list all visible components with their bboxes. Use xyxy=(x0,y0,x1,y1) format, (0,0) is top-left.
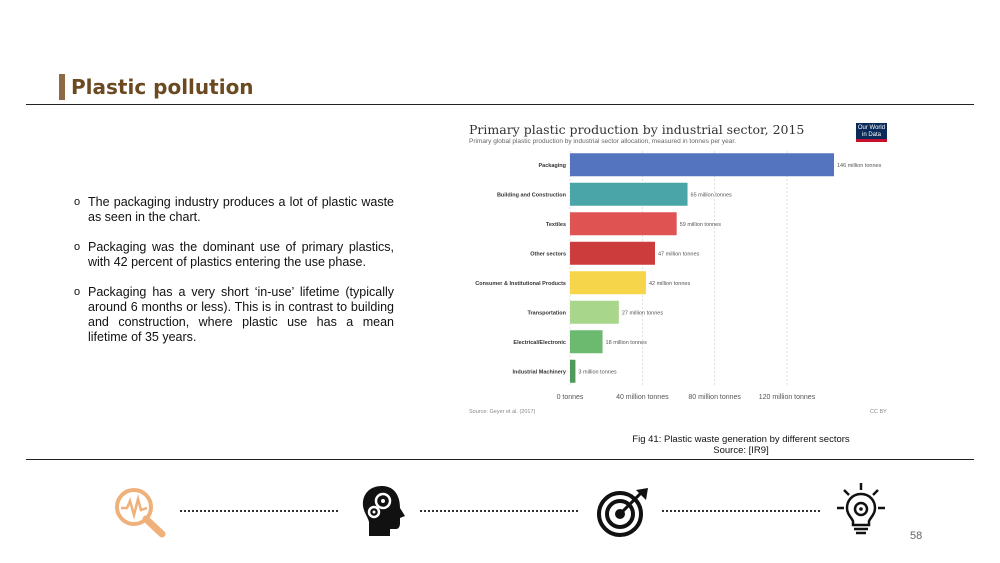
bullet-text: The packaging industry produces a lot of plastic waste as seen in the chart. xyxy=(88,195,394,224)
value-label: 42 million tonnes xyxy=(648,280,691,287)
bullet-text: Packaging was the dominant use of primary plastics, with 42 percent of plastics entering the use phase. xyxy=(88,240,394,269)
bullet-item xyxy=(74,240,394,270)
bullet-item xyxy=(74,195,394,225)
chart-figure xyxy=(462,117,896,422)
caption-line-2: Source: [IR9] xyxy=(713,445,769,456)
bullet-item xyxy=(74,285,394,345)
x-tick-label: 80 million tonnes xyxy=(688,394,741,401)
category-label: Consumer & Institutional Products xyxy=(475,280,566,287)
bullet-list xyxy=(74,195,394,360)
connector-dots xyxy=(180,510,338,512)
category-label: Other sectors xyxy=(530,251,566,258)
bar xyxy=(570,330,603,353)
chart-source: Source: Geyer et al. (2017) xyxy=(469,409,536,415)
page-number: 58 xyxy=(910,530,923,542)
bar xyxy=(570,301,619,324)
figure-caption xyxy=(600,434,882,456)
category-label: Building and Construction xyxy=(496,192,566,199)
category-label: Packaging xyxy=(538,162,566,169)
analysis-magnifier-icon xyxy=(112,486,170,538)
bar xyxy=(570,271,646,294)
chart-license: CC BY xyxy=(870,409,887,415)
value-label: 47 million tonnes xyxy=(657,251,700,258)
value-label: 27 million tonnes xyxy=(621,310,664,317)
chart-subtitle: Primary global plastic production by industrial sector allocation, measured in tonnes per year. xyxy=(469,138,736,145)
value-label: 3 million tonnes xyxy=(578,369,617,376)
bullet-marker: o xyxy=(74,241,81,253)
bullet-marker: o xyxy=(74,286,81,298)
value-label: 65 million tonnes xyxy=(690,192,732,199)
title-accent-bar xyxy=(59,74,65,100)
x-tick-label: 120 million tonnes xyxy=(758,394,816,401)
bar xyxy=(570,242,655,265)
owid-logo: Our World in Data xyxy=(856,123,887,142)
bar xyxy=(570,360,575,383)
head-gears-icon xyxy=(360,484,408,538)
x-tick-label: 40 million tonnes xyxy=(616,394,669,401)
bar-chart xyxy=(462,117,896,402)
category-label: Textiles xyxy=(545,221,566,228)
x-tick-label: 0 tonnes xyxy=(556,394,584,401)
target-arrow-icon xyxy=(596,486,650,538)
bullet-marker: o xyxy=(74,196,81,208)
caption-line-1: Fig 41: Plastic waste generation by different sectors xyxy=(632,434,850,445)
chart-title: Primary plastic production by industrial sector, 2015 xyxy=(469,122,805,137)
top-divider xyxy=(26,104,974,105)
value-label: 146 million tonnes xyxy=(837,162,882,169)
category-label: Transportation xyxy=(527,310,566,317)
bar xyxy=(570,153,834,176)
bullet-text: Packaging has a very short ‘in-use’ lifetime (typically around 6 months or less). This is in contrast to building and construction, where plastic use has a mean lifetime of 35 years. xyxy=(88,285,394,344)
connector-dots xyxy=(420,510,578,512)
page-title: Plastic pollution xyxy=(71,75,254,99)
category-label: Electrical/Electronic xyxy=(513,339,566,346)
connector-dots xyxy=(662,510,820,512)
bottom-divider xyxy=(26,459,974,460)
category-label: Industrial Machinery xyxy=(512,369,566,376)
bar xyxy=(570,212,677,235)
value-label: 18 million tonnes xyxy=(605,339,647,346)
bar xyxy=(570,183,688,206)
value-label: 59 million tonnes xyxy=(679,221,721,228)
lightbulb-gear-icon xyxy=(836,482,886,538)
